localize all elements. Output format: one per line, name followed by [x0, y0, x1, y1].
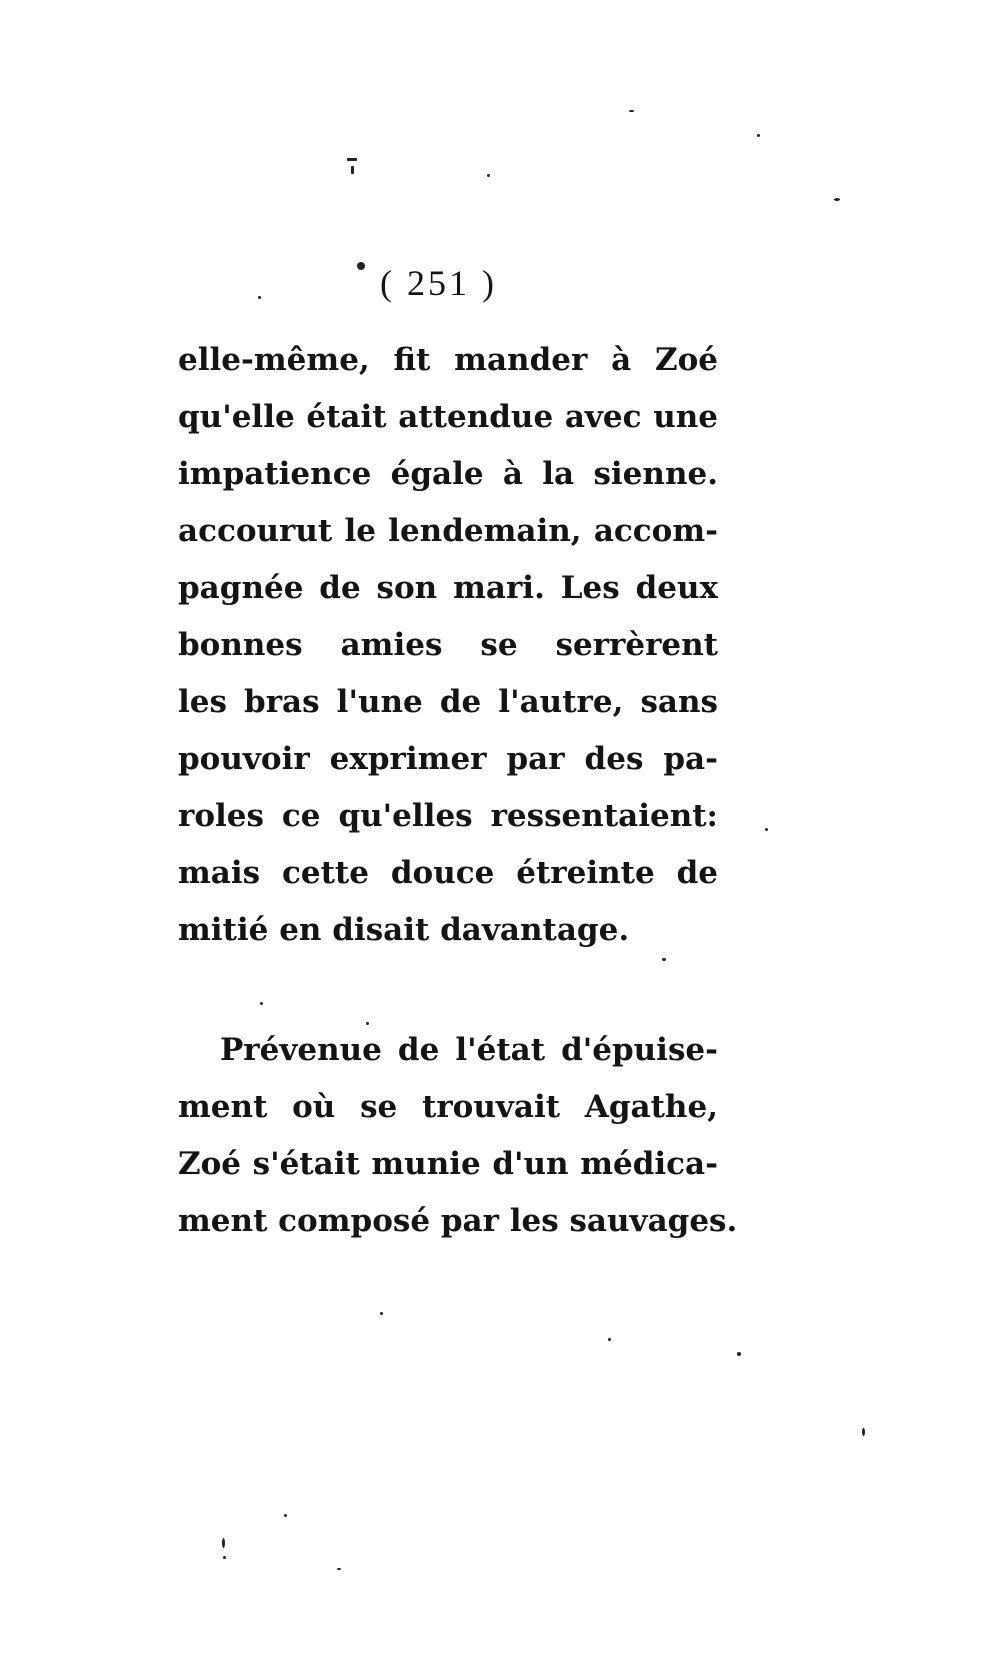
- text-line: Prévenue de l'état d'épuise-: [220, 1032, 718, 1068]
- scan-speck: [757, 134, 760, 137]
- scan-speck: [223, 1556, 226, 1559]
- text-line: roles ce qu'elles ressentaient:: [178, 798, 718, 834]
- scan-speck: [862, 1428, 865, 1436]
- text-line: ment où se trouvait Agathe,: [178, 1089, 718, 1125]
- paragraph-2: [178, 1022, 738, 1250]
- text-line: ment composé par les sauvages.: [178, 1203, 738, 1239]
- text-line: impatience égale à la sienne.: [178, 456, 718, 492]
- text-line: mitié en disait davantage.: [178, 912, 630, 948]
- scan-speck: [347, 158, 357, 161]
- page-number: ( 251 ): [380, 263, 497, 303]
- text-line: Zoé s'était munie d'un médica-: [178, 1146, 718, 1182]
- text-line: mais cette douce étreinte de: [178, 855, 718, 891]
- scan-speck: [608, 1338, 611, 1341]
- text-line: bonnes amies se serrèrent: [178, 627, 718, 663]
- scan-speck: [222, 1538, 225, 1548]
- scan-speck: [487, 174, 490, 177]
- scan-speck: [258, 296, 261, 299]
- scan-speck: [834, 198, 840, 201]
- scan-speck: [737, 1352, 741, 1356]
- scan-speck: [366, 1022, 369, 1025]
- scan-speck: [662, 958, 666, 961]
- paragraph-1: [178, 332, 718, 959]
- scan-speck: [357, 262, 365, 270]
- scan-speck: [337, 1568, 341, 1570]
- text-line: accourut le lendemain, accom-: [178, 513, 718, 549]
- text-line: elle-même, fit mander à Zoé: [178, 342, 718, 378]
- scan-speck: [260, 1002, 263, 1005]
- scan-speck: [284, 1514, 287, 1517]
- text-line: les bras l'une de l'autre, sans: [178, 684, 718, 720]
- scan-speck: [765, 828, 768, 831]
- scan-speck: [380, 1312, 383, 1315]
- scan-speck: [351, 166, 354, 174]
- scan-speck: [629, 110, 634, 112]
- text-line: pouvoir exprimer par des pa-: [178, 741, 718, 777]
- text-line: pagnée de son mari. Les deux: [178, 570, 718, 606]
- text-line: qu'elle était attendue avec une: [178, 399, 718, 435]
